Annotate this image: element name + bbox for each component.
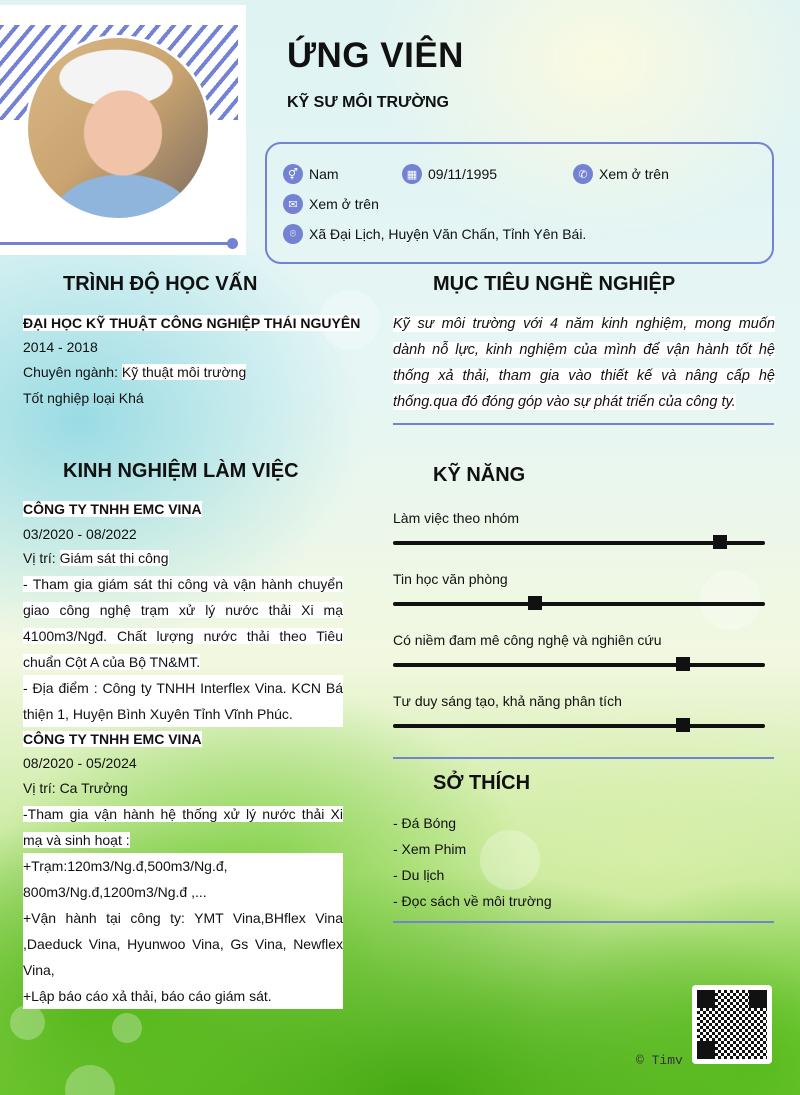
skill-slider	[393, 724, 765, 728]
skill-slider	[393, 541, 765, 545]
skill-label: Tin học văn phòng	[393, 571, 508, 587]
major-label: Chuyên ngành:	[23, 364, 122, 380]
location-icon: ⌾	[283, 224, 303, 244]
job-desc-line: - Tham gia giám sát thi công và vận hành chuyển giao công nghệ trạm xử lý nước thải Xi mạ 4100m3/Ngđ. Chất lượng nước thải theo Tiêu chuẩn Cột A của Bộ TN&MT.	[23, 576, 343, 670]
photo-panel	[0, 5, 246, 255]
skill-label: Tư duy sáng tạo, khả năng phân tích	[393, 693, 622, 709]
skill-slider	[393, 602, 765, 606]
background-bokeh	[112, 1013, 142, 1043]
skill-label: Có niềm đam mê công nghệ và nghiên cứu	[393, 632, 662, 648]
calendar-icon: ▦	[402, 164, 422, 184]
phone-value: Xem ở trên	[599, 166, 669, 182]
objective-text	[393, 311, 775, 415]
education-school	[23, 310, 360, 336]
job-position	[23, 775, 128, 801]
job-location: - Địa điểm : Công ty TNHH Interflex Vina. KCN Bá thiện 1, Huyện Bình Xuyên Tỉnh Vĩnh Phúc.	[23, 675, 343, 727]
education-major	[23, 359, 246, 385]
position-label: Vị trí:	[23, 780, 60, 796]
email-icon: ✉	[283, 194, 303, 214]
education-grade: Tốt nghiệp loại Khá	[23, 390, 144, 406]
contact-gender	[283, 164, 339, 184]
job-period: 08/2020 - 05/2024	[23, 755, 137, 771]
school-name: ĐẠI HỌC KỸ THUẬT CÔNG NGHIỆP THÁI NGUYÊN	[23, 315, 361, 331]
contact-email	[283, 194, 379, 214]
divider	[393, 423, 774, 425]
hobby-item: - Du lịch	[393, 867, 445, 883]
hobby-item: - Đá Bóng	[393, 815, 457, 831]
gender-value: Nam	[309, 166, 339, 182]
major-value: Kỹ thuật môi trường	[121, 364, 247, 380]
skill-knob	[676, 718, 690, 732]
position-value: Giám sát thi công	[59, 550, 169, 566]
contact-birthday	[402, 164, 497, 184]
company-name: CÔNG TY TNHH EMC VINA	[23, 731, 202, 747]
address-value: Xã Đại Lịch, Huyện Văn Chấn, Tỉnh Yên Bái.	[309, 226, 587, 242]
copyright: © Timv	[636, 1053, 683, 1068]
decorative-dot	[227, 238, 238, 249]
job-stations: +Trạm:120m3/Ng.đ,500m3/Ng.đ, 800m3/Ng.đ,1200m3/Ng.đ ,...	[23, 853, 343, 905]
email-value: Xem ở trên	[309, 196, 379, 212]
company-name: CÔNG TY TNHH EMC VINA	[23, 501, 202, 517]
birthday-value: 09/11/1995	[428, 166, 498, 182]
position-label: Vị trí:	[23, 550, 60, 566]
position-value: Ca Trưởng	[59, 780, 128, 796]
divider	[393, 757, 774, 759]
skill-knob	[676, 657, 690, 671]
job-description	[23, 801, 343, 853]
education-period: 2014 - 2018	[23, 339, 98, 355]
job-company	[23, 726, 202, 752]
gender-icon: ⚥	[283, 164, 303, 184]
background-bokeh	[700, 570, 760, 630]
background-bokeh	[480, 830, 540, 890]
avatar	[25, 35, 211, 221]
skill-label: Làm việc theo nhóm	[393, 510, 520, 526]
job-period: 03/2020 - 08/2022	[23, 526, 137, 542]
job-company	[23, 496, 202, 522]
education-heading: TRÌNH ĐỘ HỌC VẤN	[63, 273, 258, 295]
contact-phone	[573, 164, 669, 184]
divider	[393, 921, 774, 923]
skill-knob	[528, 596, 542, 610]
job-description	[23, 571, 343, 675]
background-bokeh	[10, 1005, 45, 1040]
job-companies: +Vận hành tại công ty: YMT Vina,BHflex Vina ,Daeduck Vina, Hyunwoo Vina, Gs Vina, Newflex Vina,	[23, 905, 343, 983]
experience-heading: KINH NGHIỆM LÀM VIỆC	[63, 460, 299, 482]
candidate-name: ỨNG VIÊN	[287, 36, 464, 75]
skill-slider	[393, 663, 765, 667]
hobbies-heading: SỞ THÍCH	[433, 772, 531, 794]
skill-knob	[713, 535, 727, 549]
contact-box	[265, 142, 774, 264]
job-title: KỸ SƯ MÔI TRƯỜNG	[287, 94, 449, 111]
skills-heading: KỸ NĂNG	[433, 464, 526, 486]
objective-body: Kỹ sư môi trường với 4 năm kinh nghiệm, mong muốn dành nỗ lực, kinh nghiệm của mình để vận hành tốt hệ thống xả thải, tham gia vào thiết kế và nâng cấp hệ thống.qua đó đóng góp vào sự phát triển của công ty.	[393, 316, 775, 410]
hobby-item: - Xem Phim	[393, 841, 467, 857]
objective-heading: MỤC TIÊU NGHỀ NGHIỆP	[433, 273, 676, 295]
job-reports: +Lập báo cáo xả thải, báo cáo giám sát.	[23, 983, 343, 1009]
background-bokeh	[65, 1065, 115, 1095]
contact-address	[283, 224, 586, 244]
job-desc-line: -Tham gia vận hành hệ thống xử lý nước thải Xi mạ và sinh hoạt :	[23, 806, 343, 848]
phone-icon: ✆	[573, 164, 593, 184]
hobby-item: - Đọc sách về môi trường	[393, 893, 552, 909]
job-position	[23, 545, 169, 571]
qr-code	[692, 985, 772, 1064]
qr-code-pattern	[697, 990, 767, 1059]
decorative-line	[0, 242, 234, 245]
